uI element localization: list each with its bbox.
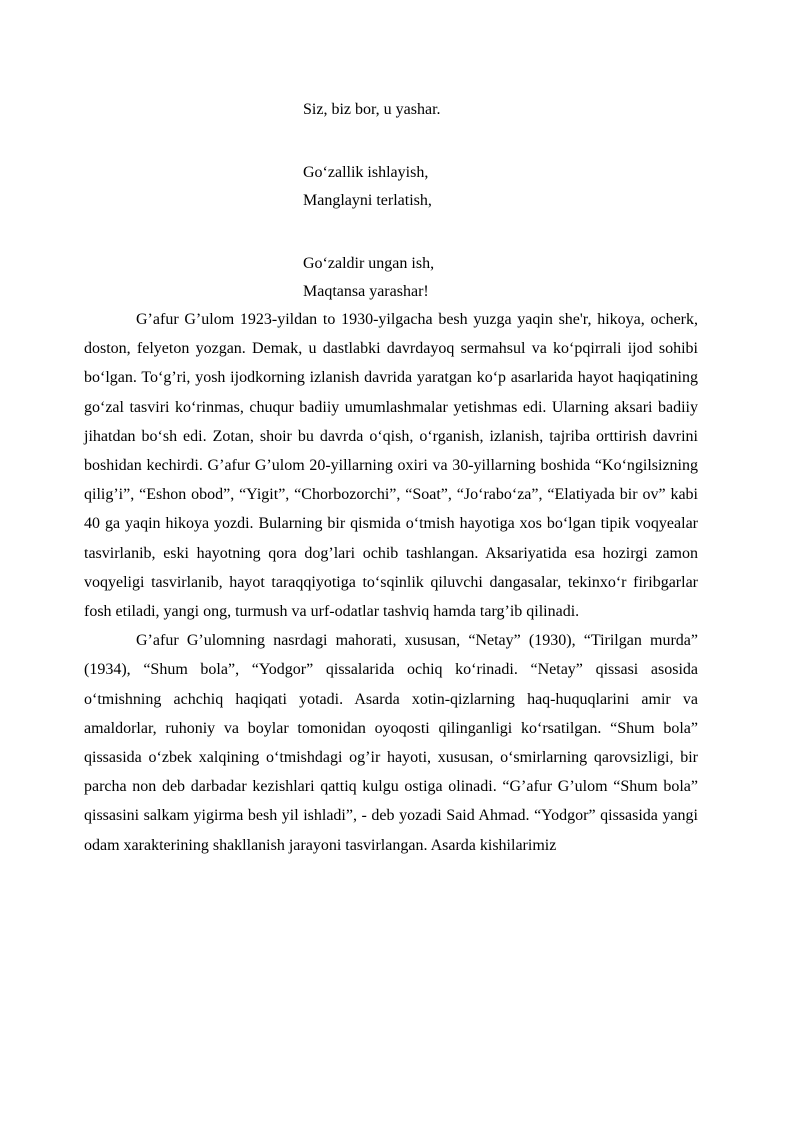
poem-line: Manglayni terlatish, (303, 192, 432, 209)
stanza-break (303, 124, 441, 159)
body-text (84, 305, 698, 860)
poem-line: Go‘zaldir ungan ish, (303, 255, 435, 272)
poem-line: Maqtansa yarashar! (303, 283, 429, 300)
poem-line: Go‘zallik ishlayish, (303, 164, 429, 181)
paragraph: G’afur G’ulom 1923-yildan to 1930-yilgacha besh yuzga yaqin she'r, hikoya, ocherk, doston, felyeton yozgan. Demak, u dastlabki davrdayoq sermahsul va ko‘pqirrali ijod sohibi bo‘lgan. To‘g’ri, yosh ijodkorning izlanish davrida yaratgan ko‘p asarlarida hayot haqiqatining go‘zal tasviri ko‘rinmas, chuqur badiiy umumlashmalar yetishmas edi. Ularning aksari badiiy jihatdan bo‘sh edi. Zotan, shoir bu davrda o‘qish, o‘rganish, izlanish, tajriba orttirish davrini boshidan kechirdi. G’afur G’ulom 20-yillarning oxiri va 30-yillarning boshida “Ko‘ngilsizning qilig’i”, “Eshon obod”, “Yigit”, “Chorbozorchi”, “Soat”, “Jo‘rabo‘za”, “Elatiyada bir ov” kabi 40 ga yaqin hikoya yozdi. Bularning bir qismida o‘tmish hayotiga xos bo‘lgan tipik voqyealar tasvirlanib, eski hayotning qora dog’lari ochib tashlangan. Aksariyatida esa hozirgi zamon voqyeligi tasvirlanib, hayot taraqqiyotiga to‘sqinlik qiluvchi dangasalar, tekinxo‘r firibgarlar fosh etiladi, yangi ong, turmush va urf-odatlar tashviq hamda targ’ib qilinadi. (84, 311, 698, 621)
poem-line: Siz, biz bor, u yashar. (303, 101, 441, 118)
paragraph: G’afur G’ulomning nasrdagi mahorati, xususan, “Netay” (1930), “Tirilgan murda” (1934), “Shum bola”, “Yodgor” qissalarida ochiq ko‘rinadi. “Netay” qissasi asosida o‘tmishning achchiq haqiqati yotadi. Asarda xotin-qizlarning haq-huquqlarini amir va amaldorlar, ruhoniy va boylar tomonidan oyoqosti qilinganligi ko‘rsatilgan. “Shum bola” qissasida o‘zbek xalqining o‘tmishdagi og’ir hayoti, xususan, o‘smirlarning qarovsizligi, bir parcha non deb darbadar kezishlari qattiq kulgu ostiga olinadi. “G’afur G’ulom “Shum bola” qissasini salkam yigirma besh yil ishladi”, - deb yozadi Said Ahmad. “Yodgor” qissasida yangi odam xarakterining shakllanish jarayoni tasvirlangan. Asarda kishilarimiz (84, 632, 698, 854)
poem-excerpt (303, 96, 441, 306)
stanza-break (303, 215, 441, 250)
